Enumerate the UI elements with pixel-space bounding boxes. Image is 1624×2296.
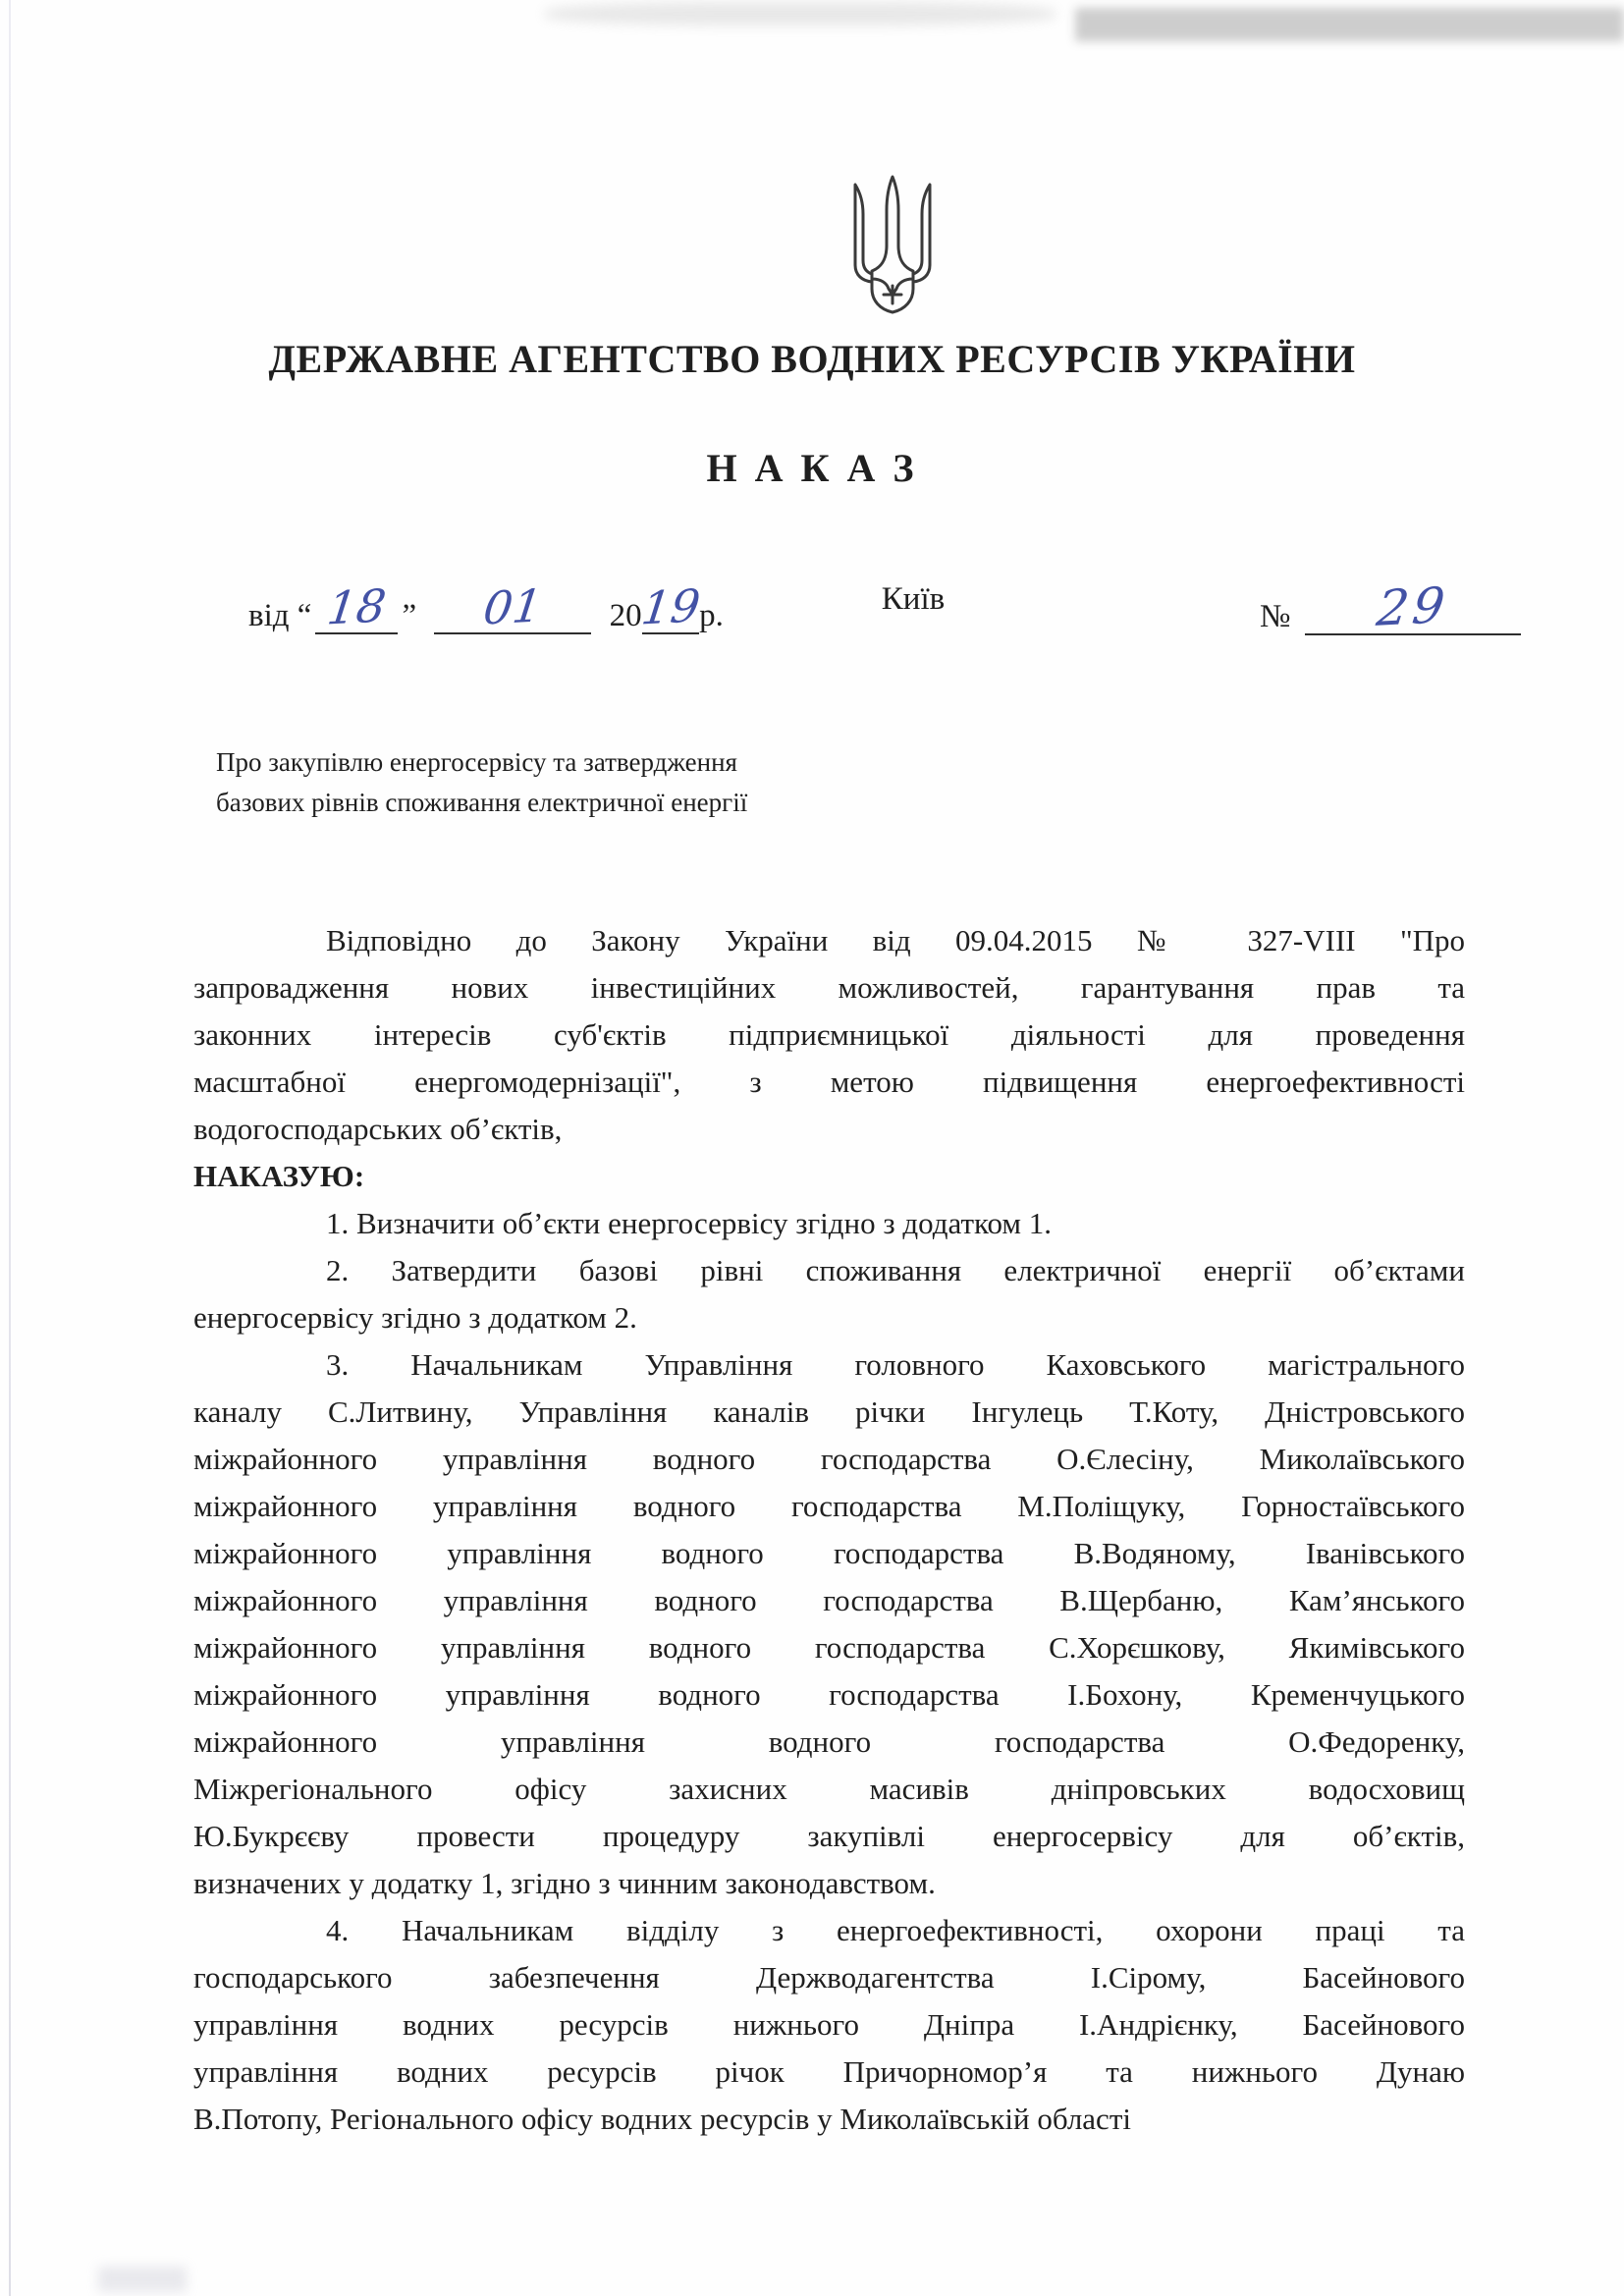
body-line: НАКАЗУЮ: (193, 1159, 365, 1193)
scan-artifact-top-smudge (545, 2, 1056, 26)
date-year-suffix: р. (699, 598, 724, 633)
body-line: міжрайонного управління водного господарства В.Щербаню, Кам’янського (193, 1583, 1465, 1617)
body-line: управління водних ресурсів річок Причорномор’я та нижнього Дунаю (193, 2054, 1465, 2089)
date-year-handwritten: 19 (638, 578, 703, 635)
body-line: 4. Начальникам відділу з енергоефективності, охорони праці та (326, 1913, 1465, 1947)
emblem-area (0, 0, 1624, 316)
close-quote: ” (402, 598, 417, 633)
open-quote: “ (297, 598, 312, 633)
body-line: Міжрегіонального офісу захисних масивів дніпровських водосховищ (193, 1772, 1465, 1806)
body-line: міжрайонного управління водного господарства В.Водяному, Іванівського (193, 1536, 1465, 1570)
subject-line: Про закупівлю енергосервісу та затвердження (216, 747, 737, 777)
body-line: міжрайонного управління водного господарства І.Бохону, Кременчуцького (193, 1677, 1465, 1712)
body-line: 2. Затвердити базові рівні споживання електричної енергії об’єктами (326, 1253, 1465, 1287)
scan-artifact-bottom-smudge (98, 2267, 187, 2292)
date-day-slot (315, 578, 398, 635)
date-field (248, 578, 724, 635)
org-title: ДЕРЖАВНЕ АГЕНТСТВО ВОДНИХ РЕСУРСІВ УКРАЇНИ (268, 337, 1356, 381)
doc-number-field (1260, 576, 1521, 637)
body-line: Відповідно до Закону України від 09.04.2015 № 327-VIII "Про (326, 923, 1465, 957)
body-line: запровадження нових інвестиційних можливостей, гарантування прав та (193, 970, 1465, 1005)
body-line: міжрайонного управління водного господарства О.Єлесіну, Миколаївського (193, 1442, 1465, 1476)
subject-line: базових рівнів споживання електричної енергії (216, 788, 748, 817)
body-line: Ю.Букрєєву провести процедуру закупівлі енергосервісу для об’єктів, (193, 1819, 1465, 1853)
tryzub-emblem (841, 173, 944, 316)
body-line: 3. Начальникам Управління головного Каховського магістрального (326, 1347, 1465, 1382)
doc-type-heading: Н А К А З (706, 446, 918, 490)
body-line: В.Потопу, Регіонального офісу водних ресурсів у Миколаївській області (193, 2102, 1131, 2136)
body-line: масштабної енергомодернізації", з метою підвищення енергоефективності (193, 1065, 1465, 1099)
doc-number-slot (1305, 576, 1521, 637)
date-day-handwritten: 18 (324, 578, 390, 635)
body-line: енергосервісу згідно з додатком 2. (193, 1300, 637, 1335)
body-line: господарського забезпечення Держводагентства І.Сірому, Басейнового (193, 1960, 1465, 1995)
body-line: 1. Визначити об’єкти енергосервісу згідно з додатком 1. (326, 1206, 1053, 1240)
body-text (193, 917, 1465, 2143)
body-line: міжрайонного управління водного господарства О.Федоренку, (193, 1724, 1465, 1759)
date-year-slot (638, 578, 703, 635)
body-line: міжрайонного управління водного господарства С.Хорєшкову, Якимівського (193, 1630, 1465, 1665)
city-label: Київ (881, 581, 946, 617)
body-line: водогосподарських об’єктів, (193, 1112, 563, 1146)
body-line: визначених у додатку 1, згідно з чинним законодавством. (193, 1866, 936, 1900)
scan-artifact-left-edge (9, 0, 11, 2296)
subject-block (216, 742, 1624, 823)
doc-number-label: № (1260, 599, 1291, 634)
date-century: 20 (609, 598, 642, 633)
scan-artifact-top-right-smudge (1075, 8, 1624, 41)
date-month-handwritten: 01 (480, 578, 546, 635)
doc-number-handwritten: 29 (1373, 576, 1452, 637)
date-month-slot (434, 578, 591, 635)
body-line: міжрайонного управління водного господарства М.Поліщуку, Горностаївського (193, 1489, 1465, 1523)
body-line: законних інтересів суб'єктів підприємницької діяльності для проведення (193, 1017, 1465, 1052)
date-prefix: від (248, 598, 290, 633)
body-line: управління водних ресурсів нижнього Дніпра І.Андрієнку, Басейнового (193, 2007, 1465, 2042)
body-line: каналу С.Литвину, Управління каналів річки Інгулець Т.Коту, Дністровського (193, 1394, 1465, 1429)
dateline (0, 576, 1624, 637)
